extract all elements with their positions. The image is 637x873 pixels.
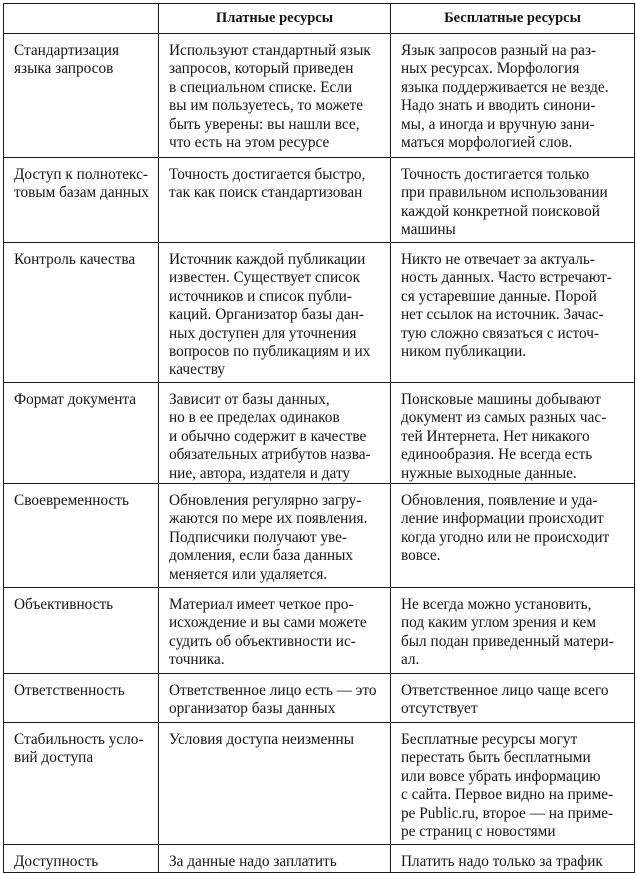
paid-text: За данные надо заплатить xyxy=(169,853,337,871)
table-row xyxy=(4,484,635,588)
free-cell xyxy=(391,588,635,674)
criterion-cell xyxy=(4,243,159,383)
criterion-label: Своевременность xyxy=(14,492,129,510)
free-text: Не всегда можно установить, под каким углом зрения и кем был подан приведенный матери- ал. xyxy=(401,596,614,669)
free-text: Бесплатные ресурсы могут перестать быть бесплатными или вовсе убрать информацию с сайта. Первое видно на приме- ре Public.ru, второе — на приме- ре страниц с новостями xyxy=(401,731,614,841)
paid-text: Условия доступа неизменны xyxy=(169,731,354,749)
paid-cell xyxy=(159,845,391,873)
table-row xyxy=(4,674,635,723)
criterion-label: Контроль качества xyxy=(14,251,136,268)
paid-cell xyxy=(159,34,391,158)
free-cell xyxy=(391,243,635,383)
paid-text: Зависит от базы данных, но в ее пределах одинаков и обычно содержит в качестве обязательных атрибутов назва- ние, автора, издателя и дату xyxy=(169,391,371,482)
paid-text: Точность достигается быстро, так как поиск стандартизован xyxy=(169,166,366,202)
table-row xyxy=(4,723,635,845)
paid-text: Обновления регулярно загру- жаются по мере их появления. Подписчики получают уве- домления, если база данных меняется или удаляется. xyxy=(169,492,368,583)
paid-cell xyxy=(159,383,391,484)
paid-text: Источник каждой публикации известен. Существует список источников и список публи- каций. Организатор базы дан- ных доступен для уточнения вопросов по публикациям и их качеству xyxy=(169,251,371,379)
criterion-cell xyxy=(4,34,159,158)
paid-text: Ответственное лицо есть — это организатор базы данных xyxy=(169,682,377,718)
table-row xyxy=(4,588,635,674)
table-row xyxy=(4,34,635,158)
criterion-cell xyxy=(4,588,159,674)
header-paid-resources: Платные ресурсы xyxy=(159,4,391,34)
paid-cell xyxy=(159,674,391,723)
free-cell xyxy=(391,674,635,723)
header-row xyxy=(4,4,635,34)
table-body xyxy=(4,34,635,873)
free-text: Поисковые машины добывают документ из самых разных час- тей Интернета. Нет никакого единообразия. Не всегда есть нужные выходные данные. xyxy=(401,391,607,482)
free-cell xyxy=(391,845,635,873)
free-cell xyxy=(391,34,635,158)
free-cell xyxy=(391,383,635,484)
free-cell xyxy=(391,723,635,845)
criterion-label: Доступ к полнотекс- товым базам данных xyxy=(14,166,149,202)
criterion-cell xyxy=(4,674,159,723)
table-row xyxy=(4,243,635,383)
paid-text: Используют стандартный язык запросов, который приведен в специальном списке. Если вы им пользуетесь, то можете быть уверены: вы нашли все, что есть на этом ресурсе xyxy=(169,42,371,152)
criterion-label: Стабильность усло- вий доступа xyxy=(14,731,144,767)
header-free-resources: Бесплатные ресурсы xyxy=(391,4,635,34)
criterion-label: Объективность xyxy=(14,596,114,614)
criterion-cell xyxy=(4,484,159,588)
free-text: Обновления, появление и уда- ление информации происходит когда угодно или не происходит вовсе. xyxy=(401,492,610,565)
free-cell xyxy=(391,484,635,588)
table-row xyxy=(4,158,635,243)
criterion-label: Ответственность xyxy=(14,682,125,700)
criterion-label: Доступность xyxy=(14,853,99,871)
paid-cell xyxy=(159,158,391,243)
criterion-cell xyxy=(4,845,159,873)
free-text: Язык запросов разный на раз- ных ресурсах. Морфология языка поддерживается не везде. Надо знать и вводить синони- мы, а иногда и вручную зани- маться морфологией слов. xyxy=(401,42,609,152)
comparison-table xyxy=(3,3,635,873)
table-header xyxy=(4,4,635,34)
free-text: Платить надо только за трафик xyxy=(401,853,603,871)
paid-text: Материал имеет четкое про- исхождение и вы сами можете судить об объективности ис- точника. xyxy=(169,596,367,669)
free-text: Точность достигается только при правильном использовании каждой конкретной поисковой машины xyxy=(401,166,608,239)
table-row xyxy=(4,845,635,873)
criterion-cell xyxy=(4,383,159,484)
header-criterion xyxy=(4,4,159,34)
criterion-cell xyxy=(4,723,159,845)
criterion-label: Формат документа xyxy=(14,391,137,408)
free-text: Ответственное лицо чаще всего отсутствует xyxy=(401,682,609,718)
paid-cell xyxy=(159,723,391,845)
free-cell xyxy=(391,158,635,243)
criterion-label: Стандартизация языка запросов xyxy=(14,42,119,78)
paid-cell xyxy=(159,243,391,383)
criterion-cell xyxy=(4,158,159,243)
free-text: Никто не отвечает за актуаль- ность данных. Часто встречают- ся устаревшие данные. Порой нет ссылок на источник. Зачас- тую сложно связаться с источ- ником публикации. xyxy=(401,251,612,361)
table-row xyxy=(4,383,635,484)
paid-cell xyxy=(159,484,391,588)
paid-cell xyxy=(159,588,391,674)
